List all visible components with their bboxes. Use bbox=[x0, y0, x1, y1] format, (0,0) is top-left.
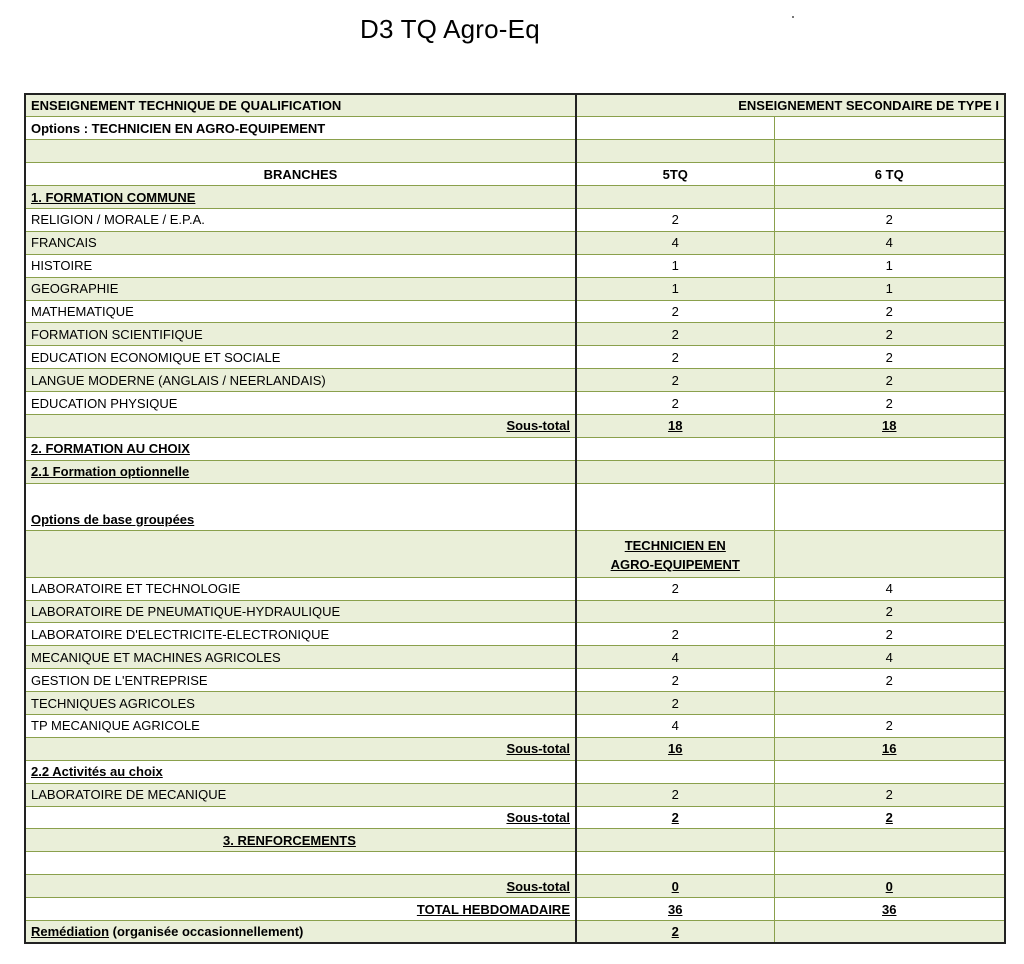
table-row bbox=[25, 692, 1005, 715]
table-row bbox=[25, 277, 1005, 300]
hours-5tq: 2 bbox=[576, 577, 774, 600]
branches-header: BRANCHES bbox=[25, 163, 576, 186]
table-row bbox=[25, 300, 1005, 323]
hours-6tq: 1 bbox=[774, 277, 1005, 300]
hours-5tq: 4 bbox=[576, 646, 774, 669]
section-title-row bbox=[25, 437, 1005, 460]
subtotal-row bbox=[25, 875, 1005, 898]
hours-6tq: 2 bbox=[774, 208, 1005, 231]
subtotal-row bbox=[25, 737, 1005, 760]
section2-title: 2. FORMATION AU CHOIX bbox=[25, 437, 576, 460]
hours-6tq: 4 bbox=[774, 231, 1005, 254]
subject-name: FORMATION SCIENTIFIQUE bbox=[25, 323, 576, 346]
table-row bbox=[25, 392, 1005, 415]
hours-5tq: 2 bbox=[576, 346, 774, 369]
hours-6tq: 2 bbox=[774, 392, 1005, 415]
curriculum-table bbox=[24, 93, 1006, 944]
remediation-note: (organisée occasionnellement) bbox=[109, 924, 304, 940]
header-left-1: ENSEIGNEMENT TECHNIQUE DE QUALIFICATION bbox=[25, 94, 576, 117]
subject-name: EDUCATION ECONOMIQUE ET SOCIALE bbox=[25, 346, 576, 369]
subject-name: LANGUE MODERNE (ANGLAIS / NEERLANDAIS) bbox=[25, 369, 576, 392]
column-header-row bbox=[25, 163, 1005, 186]
subject-name: HISTOIRE bbox=[25, 254, 576, 277]
hours-5tq: 4 bbox=[576, 231, 774, 254]
document-title: D3 TQ Agro-Eq bbox=[360, 14, 540, 44]
subject-name: LABORATOIRE DE MECANIQUE bbox=[25, 783, 576, 806]
table-row bbox=[25, 254, 1005, 277]
table-row bbox=[25, 623, 1005, 646]
option-header-row bbox=[25, 530, 1005, 577]
table-row bbox=[25, 231, 1005, 254]
subtotal-5tq: 18 bbox=[576, 414, 774, 437]
total-label: TOTAL HEBDOMADAIRE bbox=[25, 898, 576, 921]
subtotal-6tq: 16 bbox=[774, 737, 1005, 760]
subtotal-label: Sous-total bbox=[25, 737, 576, 760]
subject-name: LABORATOIRE ET TECHNOLOGIE bbox=[25, 577, 576, 600]
subtotal-6tq: 2 bbox=[774, 806, 1005, 829]
subject-name: MECANIQUE ET MACHINES AGRICOLES bbox=[25, 646, 576, 669]
subject-name: GEOGRAPHIE bbox=[25, 277, 576, 300]
hours-6tq: 2 bbox=[774, 346, 1005, 369]
header-row-2 bbox=[25, 117, 1005, 140]
hours-5tq: 1 bbox=[576, 254, 774, 277]
options-row bbox=[25, 483, 1005, 530]
hours-5tq bbox=[576, 600, 774, 623]
scan-speck bbox=[792, 16, 794, 18]
hours-5tq: 2 bbox=[576, 369, 774, 392]
option-name-line1: TECHNICIEN EN bbox=[624, 537, 726, 553]
section3-title: 3. RENFORCEMENTS bbox=[25, 829, 576, 852]
subject-name: TP MECANIQUE AGRICOLE bbox=[25, 714, 576, 737]
subject-name: MATHEMATIQUE bbox=[25, 300, 576, 323]
header-left-2: Options : TECHNICIEN EN AGRO-EQUIPEMENT bbox=[25, 117, 576, 140]
remediation-label: Remédiation bbox=[31, 924, 110, 940]
hours-5tq: 2 bbox=[576, 623, 774, 646]
subject-name: TECHNIQUES AGRICOLES bbox=[25, 692, 576, 715]
hours-5tq: 2 bbox=[576, 669, 774, 692]
options-label: Options de base groupées bbox=[25, 483, 576, 530]
hours-5tq: 4 bbox=[576, 714, 774, 737]
table-row bbox=[25, 783, 1005, 806]
section2-1-title: 2.1 Formation optionnelle bbox=[25, 460, 576, 483]
subtotal-row bbox=[25, 806, 1005, 829]
hours-6tq: 2 bbox=[774, 600, 1005, 623]
hours-5tq: 2 bbox=[576, 692, 774, 715]
option-name bbox=[576, 530, 774, 577]
section-title-row bbox=[25, 186, 1005, 209]
subtotal-row bbox=[25, 414, 1005, 437]
table-row bbox=[25, 577, 1005, 600]
hours-5tq: 2 bbox=[576, 783, 774, 806]
table-row bbox=[25, 714, 1005, 737]
hours-6tq: 2 bbox=[774, 623, 1005, 646]
total-row bbox=[25, 898, 1005, 921]
hours-6tq: 2 bbox=[774, 300, 1005, 323]
hours-6tq: 4 bbox=[774, 646, 1005, 669]
section2-2-title: 2.2 Activités au choix bbox=[25, 760, 576, 783]
hours-6tq: 2 bbox=[774, 323, 1005, 346]
subtotal-6tq: 0 bbox=[774, 875, 1005, 898]
subject-name: FRANCAIS bbox=[25, 231, 576, 254]
hours-6tq: 2 bbox=[774, 783, 1005, 806]
subtotal-label: Sous-total bbox=[25, 806, 576, 829]
hours-5tq: 2 bbox=[576, 392, 774, 415]
hours-5tq: 2 bbox=[576, 323, 774, 346]
hours-6tq: 4 bbox=[774, 577, 1005, 600]
hours-5tq: 2 bbox=[576, 208, 774, 231]
hours-6tq: 1 bbox=[774, 254, 1005, 277]
header-right-1: ENSEIGNEMENT SECONDAIRE DE TYPE I bbox=[576, 94, 1005, 117]
subtotal-label: Sous-total bbox=[25, 875, 576, 898]
subtotal-6tq: 18 bbox=[774, 414, 1005, 437]
subtotal-label: Sous-total bbox=[25, 414, 576, 437]
subtotal-5tq: 0 bbox=[576, 875, 774, 898]
subject-name: LABORATOIRE D'ELECTRICITE-ELECTRONIQUE bbox=[25, 623, 576, 646]
section1-title: 1. FORMATION COMMUNE bbox=[25, 186, 576, 209]
hours-6tq: 2 bbox=[774, 714, 1005, 737]
table-row bbox=[25, 646, 1005, 669]
table-row bbox=[25, 669, 1005, 692]
remediation-5tq: 2 bbox=[576, 921, 774, 944]
subject-name: GESTION DE L'ENTREPRISE bbox=[25, 669, 576, 692]
table-row bbox=[25, 369, 1005, 392]
table-row bbox=[25, 323, 1005, 346]
remediation-cell bbox=[25, 921, 576, 944]
section-title-row bbox=[25, 829, 1005, 852]
subsection-title-row bbox=[25, 460, 1005, 483]
header-row-1 bbox=[25, 94, 1005, 117]
hours-6tq: 2 bbox=[774, 369, 1005, 392]
subject-name: EDUCATION PHYSIQUE bbox=[25, 392, 576, 415]
blank-row bbox=[25, 852, 1005, 875]
col-5tq-header: 5TQ bbox=[576, 163, 774, 186]
total-6tq: 36 bbox=[774, 898, 1005, 921]
hours-6tq: 2 bbox=[774, 669, 1005, 692]
hours-6tq bbox=[774, 692, 1005, 715]
blank-row bbox=[25, 140, 1005, 163]
table-row bbox=[25, 208, 1005, 231]
col-6tq-header: 6 TQ bbox=[774, 163, 1005, 186]
subject-name: LABORATOIRE DE PNEUMATIQUE-HYDRAULIQUE bbox=[25, 600, 576, 623]
subtotal-5tq: 16 bbox=[576, 737, 774, 760]
remediation-row bbox=[25, 921, 1005, 944]
subtotal-5tq: 2 bbox=[576, 806, 774, 829]
hours-5tq: 2 bbox=[576, 300, 774, 323]
subject-name: RELIGION / MORALE / E.P.A. bbox=[25, 208, 576, 231]
subsection-title-row bbox=[25, 760, 1005, 783]
hours-5tq: 1 bbox=[576, 277, 774, 300]
table-row bbox=[25, 600, 1005, 623]
total-5tq: 36 bbox=[576, 898, 774, 921]
option-name-line2: AGRO-EQUIPEMENT bbox=[610, 556, 740, 572]
table-row bbox=[25, 346, 1005, 369]
